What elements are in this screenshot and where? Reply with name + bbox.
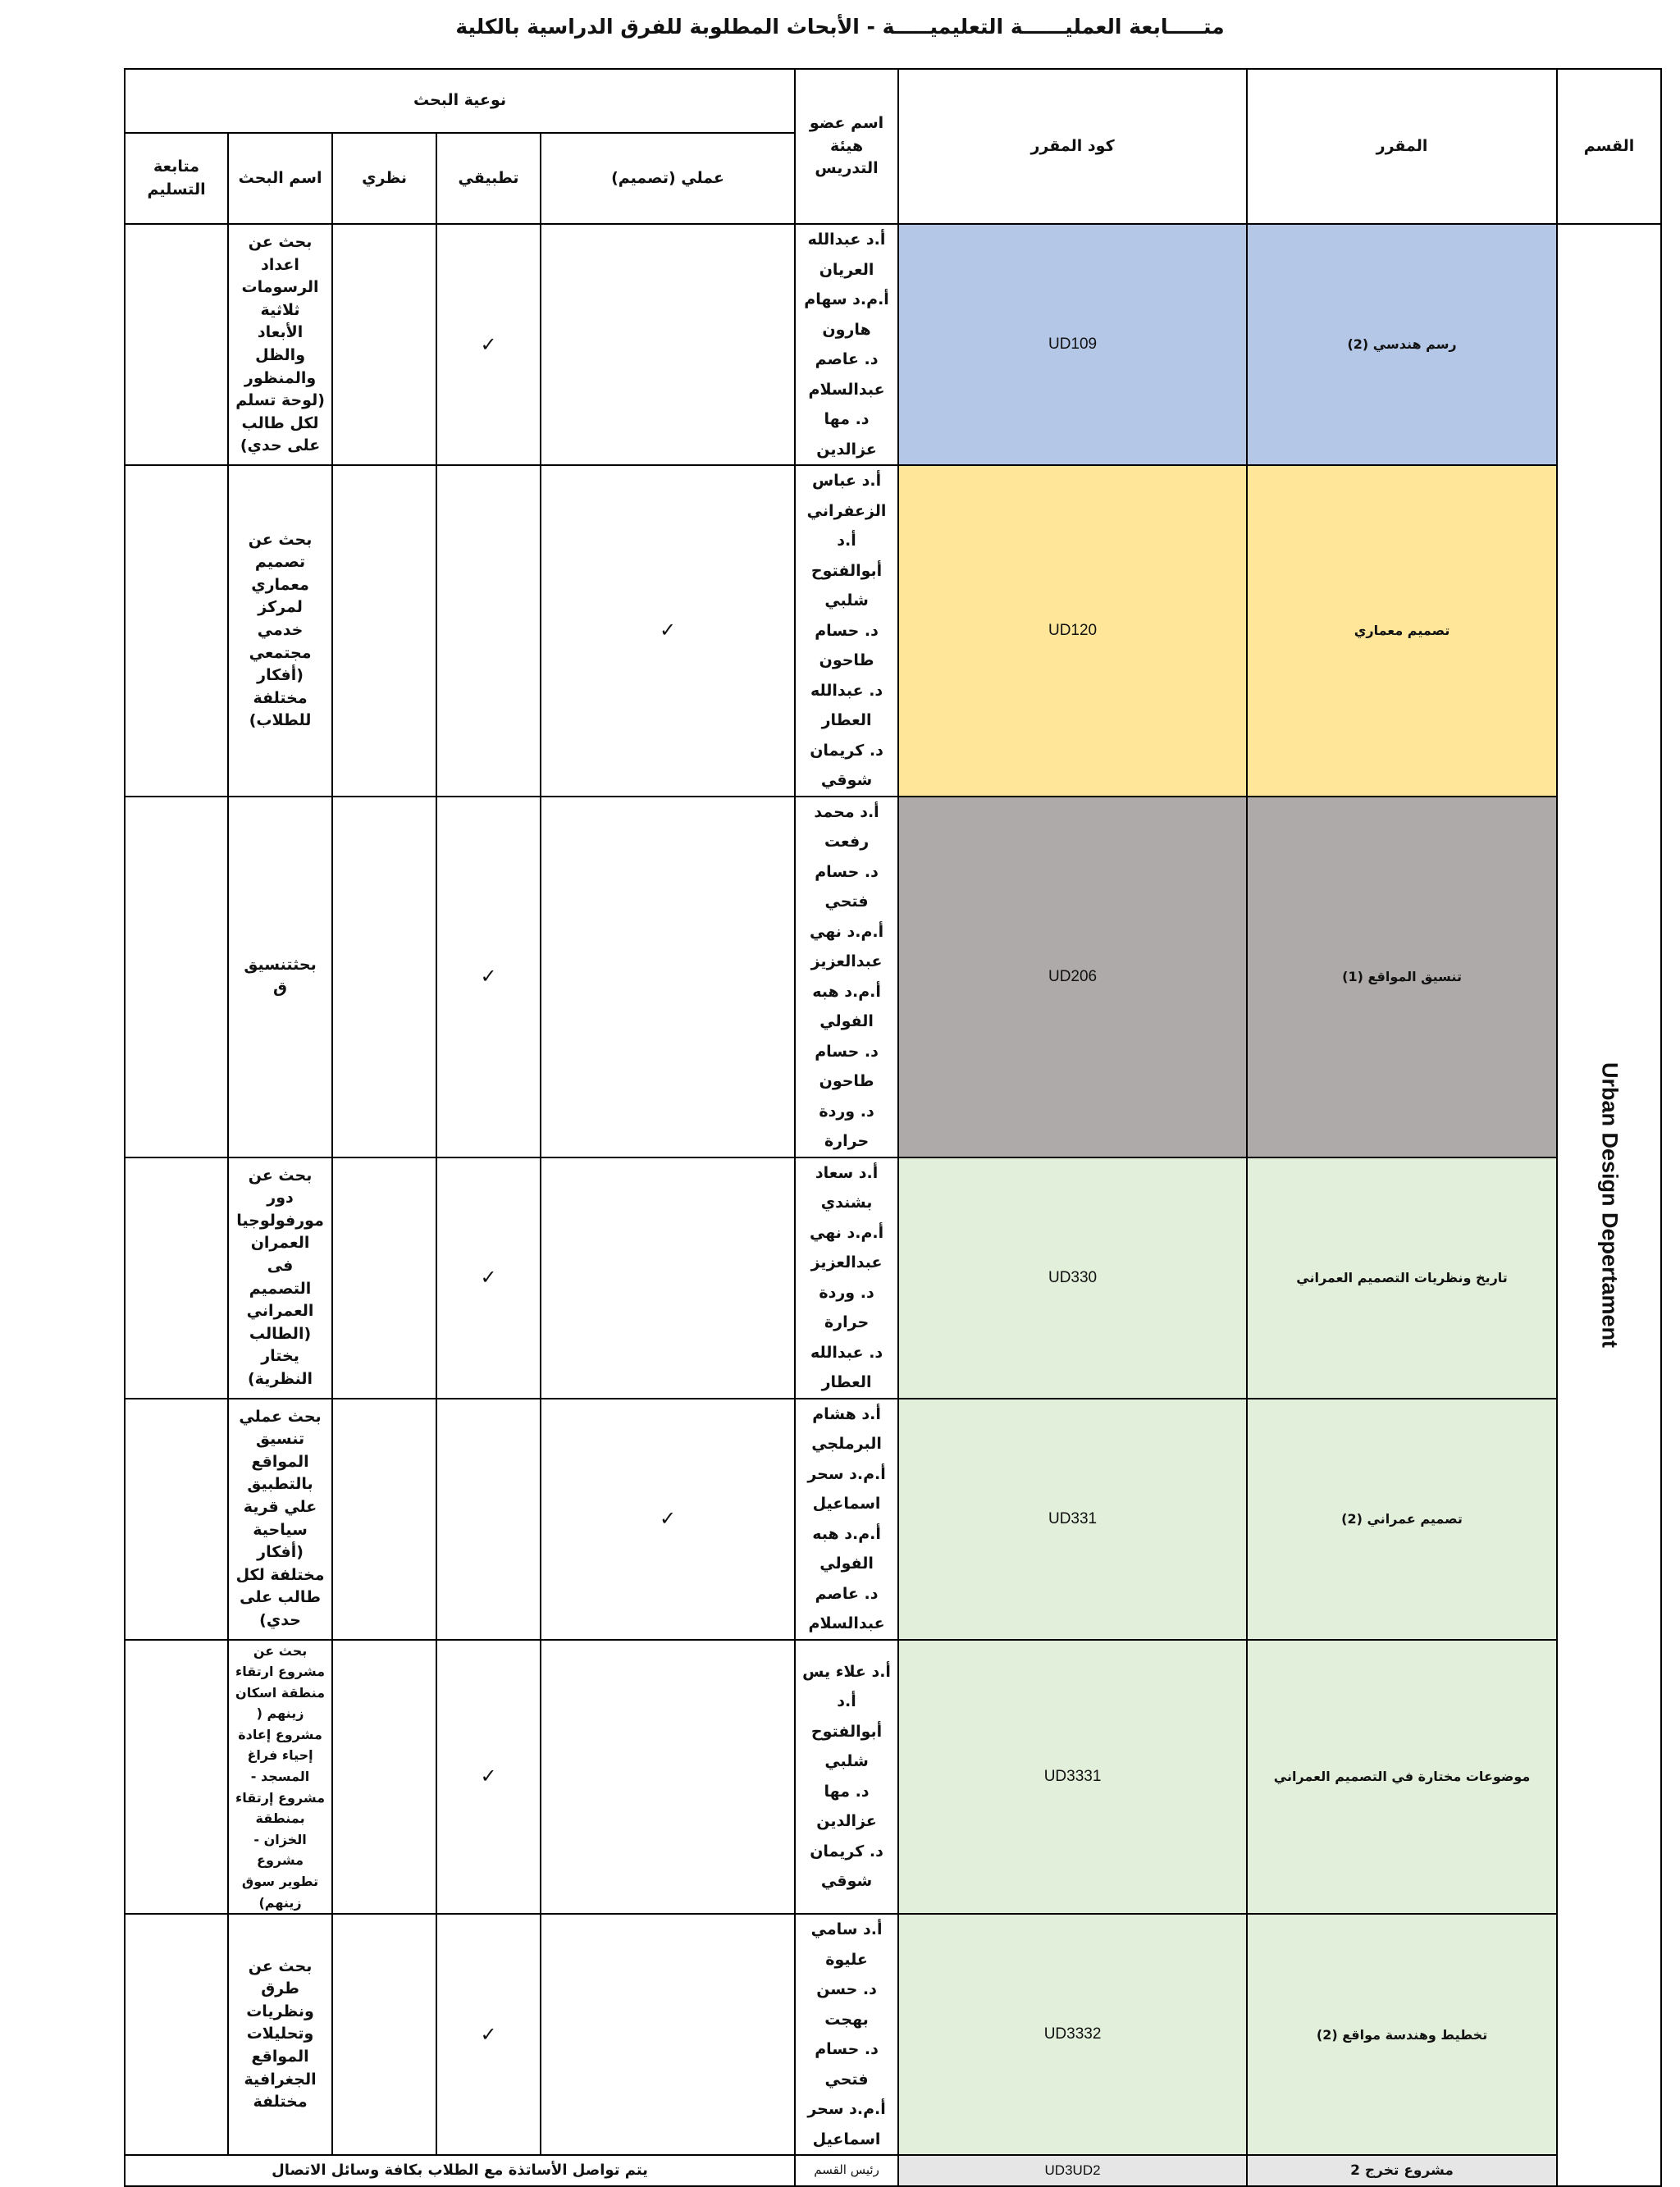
staff-member: أ.م.د نهي عبدالعزيز	[809, 1223, 884, 1272]
check-mark-icon: ✓	[480, 1266, 497, 1290]
staff-cell	[795, 1640, 898, 1915]
page-title: متـــــابعة العمليــــــة التعليميـــــة - الأبحاث المطلوبة للفرق الدراسية بالكلية	[455, 15, 1225, 39]
check-mark-icon: ✓	[480, 965, 497, 988]
course-code-cell: UD109	[898, 224, 1247, 465]
staff-member: د. حسام فتحي	[815, 862, 879, 911]
staff-member: د. حسام طاحون	[815, 1042, 879, 1090]
communication-note: يتم تواصل الأساتذة مع الطلاب بكافة وسائل الاتصال	[125, 2155, 795, 2186]
table-row	[22, 1157, 1661, 1399]
staff-member: أ.د سعاد بشندي	[815, 1163, 879, 1212]
staff-member: أ.د محمد رفعت	[814, 802, 879, 851]
department-head-cell: رئيس القسم	[795, 2155, 898, 2186]
check-mark-icon: ✓	[480, 332, 497, 356]
applied-mark-cell	[436, 797, 541, 1157]
staff-member: د. مها عزالدين	[816, 1782, 877, 1831]
course-name-cell: رسم هندسي (2)	[1247, 224, 1557, 465]
followup-cell	[125, 1640, 228, 1915]
followup-cell	[125, 224, 228, 465]
table-row	[22, 465, 1661, 797]
theoretical-mark-cell	[332, 1157, 436, 1399]
practical-mark-cell	[541, 465, 795, 797]
header-research-type: نوعية البحث	[125, 69, 795, 133]
staff-member: أ.م.د سحر اسماعيل	[807, 2100, 886, 2148]
course-name-cell: تخطيط وهندسة مواقع (2)	[1247, 1914, 1557, 2155]
course-code-cell: UD3331	[898, 1640, 1247, 1915]
staff-member: د. حسن بهجت	[816, 1980, 877, 2029]
research-name-cell: بحث عن دور مورفولوجيا العمران فى التصميم العمراني (الطالب يختار النظرية)	[228, 1157, 332, 1399]
header-theoretical: نظري	[332, 133, 436, 224]
header-research-name: اسم البحث	[228, 133, 332, 224]
staff-member: أ.د علاء يس	[802, 1662, 891, 1681]
followup-cell	[125, 465, 228, 797]
header-followup: متابعة التسليم	[125, 133, 228, 224]
staff-cell	[795, 1399, 898, 1640]
research-name-cell: بحثتنسيق ق	[228, 797, 332, 1157]
table-row	[22, 797, 1661, 1157]
staff-member: د. وردة حرارة	[819, 1283, 874, 1331]
staff-cell	[795, 1157, 898, 1399]
staff-member: أ.د عبدالله العريان	[807, 231, 886, 279]
applied-mark-cell	[436, 1157, 541, 1399]
applied-mark-cell	[436, 465, 541, 797]
applied-mark-cell	[436, 1640, 541, 1915]
research-name-cell: بحث عن تصميم معماري لمركز خدمي مجتمعي (أفكار مختلفة للطلاب)	[228, 465, 332, 797]
staff-member: د. وردة حرارة	[819, 1102, 874, 1150]
course-name-cell: موضوعات مختارة في التصميم العمراني	[1247, 1640, 1557, 1915]
check-mark-icon: ✓	[659, 1507, 677, 1531]
practical-mark-cell	[541, 1914, 795, 2155]
applied-mark-cell	[436, 224, 541, 465]
staff-member: د. كريمان شوقي	[810, 1842, 883, 1891]
header-practical: عملي (تصميم)	[541, 133, 795, 224]
header-row-top	[22, 69, 1661, 133]
research-name-cell: بحث عن مشروع ارتقاء منطقة اسكان زينهم ( مشروع إعادة إحياء فراغ المسجد - مشروع إرتقاء بمنطقة الخزان - مشروع تطوير سوق زينهم)	[228, 1640, 332, 1915]
table-row	[22, 1399, 1661, 1640]
table-row	[22, 1640, 1661, 1915]
check-mark-icon: ✓	[480, 2022, 497, 2046]
research-name-cell: بحث عن طرق ونظريات وتحليلات المواقع الجغرافية مختلفة	[228, 1914, 332, 2155]
check-mark-icon: ✓	[480, 1765, 497, 1788]
table-row	[22, 1914, 1661, 2155]
practical-mark-cell	[541, 1399, 795, 1640]
staff-cell	[795, 224, 898, 465]
research-name-cell: بحث عملي تنسيق المواقع بالتطبيق علي قرية سياحية (أفكار مختلفة لكل طالب على حدي)	[228, 1399, 332, 1640]
department-cell	[1557, 224, 1661, 2186]
staff-member: د. عبدالله العطار	[810, 681, 883, 729]
header-staff: اسم عضو هيئة التدريس	[795, 69, 898, 224]
staff-member: أ.د هشام البرملجي	[811, 1404, 882, 1453]
staff-member: أ.د أبوالفتوح شلبي	[810, 532, 883, 610]
check-mark-icon: ✓	[659, 619, 677, 642]
staff-member: أ.م.د هبه الفولي	[812, 982, 881, 1030]
staff-member: أ.د أبوالفتوح شلبي	[810, 1692, 883, 1771]
theoretical-mark-cell	[332, 1399, 436, 1640]
staff-member: أ.م.د سهام هارون	[804, 290, 889, 339]
course-name-cell: تنسيق المواقع (1)	[1247, 797, 1557, 1157]
staff-cell	[795, 1914, 898, 2155]
followup-cell	[125, 797, 228, 1157]
course-name-cell: تاريخ ونظريات التصميم العمراني	[1247, 1157, 1557, 1399]
staff-member: أ.م.د سحر اسماعيل	[807, 1464, 886, 1513]
theoretical-mark-cell	[332, 797, 436, 1157]
staff-cell	[795, 465, 898, 797]
staff-member: د. حسام فتحي	[815, 2040, 879, 2089]
table-row	[22, 224, 1661, 465]
footer-row	[22, 2155, 1661, 2186]
staff-member: أ.د سامي عليوة	[810, 1920, 883, 1969]
staff-member: أ.م.د هبه الفولي	[812, 1524, 881, 1573]
theoretical-mark-cell	[332, 1640, 436, 1915]
course-code-cell: UD331	[898, 1399, 1247, 1640]
staff-member: د. حسام طاحون	[815, 621, 879, 669]
course-code-cell: UD330	[898, 1157, 1247, 1399]
staff-member: د. كريمان شوقي	[810, 741, 883, 789]
practical-mark-cell	[541, 797, 795, 1157]
course-name-cell: تصميم معماري	[1247, 465, 1557, 797]
staff-member: د. عاصم عبدالسلام	[808, 350, 885, 399]
research-tracking-table	[21, 68, 1662, 2187]
course-code-cell: UD120	[898, 465, 1247, 797]
applied-mark-cell	[436, 1914, 541, 2155]
theoretical-mark-cell	[332, 224, 436, 465]
course-code-cell: UD206	[898, 797, 1247, 1157]
graduation-code-cell: UD3UD2	[898, 2155, 1247, 2186]
header-applied: تطبيقي	[436, 133, 541, 224]
staff-member: أ.د عباس الزعفراني	[806, 472, 887, 520]
practical-mark-cell	[541, 1157, 795, 1399]
course-code-cell: UD3332	[898, 1914, 1247, 2155]
research-name-cell: بحث عن اعداد الرسومات ثلاثية الأبعاد والظل والمنظور (لوحة تسلم لكل طالب على حدي)	[228, 224, 332, 465]
followup-cell	[125, 1914, 228, 2155]
theoretical-mark-cell	[332, 465, 436, 797]
followup-cell	[125, 1157, 228, 1399]
applied-mark-cell	[436, 1399, 541, 1640]
practical-mark-cell	[541, 1640, 795, 1915]
theoretical-mark-cell	[332, 1914, 436, 2155]
course-name-cell: تصميم عمراني (2)	[1247, 1399, 1557, 1640]
staff-member: د. عاصم عبدالسلام	[808, 1584, 885, 1632]
header-department: القسم	[1557, 69, 1661, 224]
header-course-code: كود المقرر	[898, 69, 1247, 224]
staff-member: أ.م.د نهي عبدالعزيز	[809, 922, 884, 970]
department-name: Urban Design Depertament	[1597, 1062, 1623, 1349]
staff-member: د. مها عزالدين	[816, 410, 877, 459]
followup-cell	[125, 1399, 228, 1640]
practical-mark-cell	[541, 224, 795, 465]
staff-cell	[795, 797, 898, 1157]
staff-member: د. عبدالله العطار	[810, 1343, 883, 1391]
header-course: المقرر	[1247, 69, 1557, 224]
graduation-project-cell: مشروع تخرج 2	[1247, 2155, 1557, 2186]
